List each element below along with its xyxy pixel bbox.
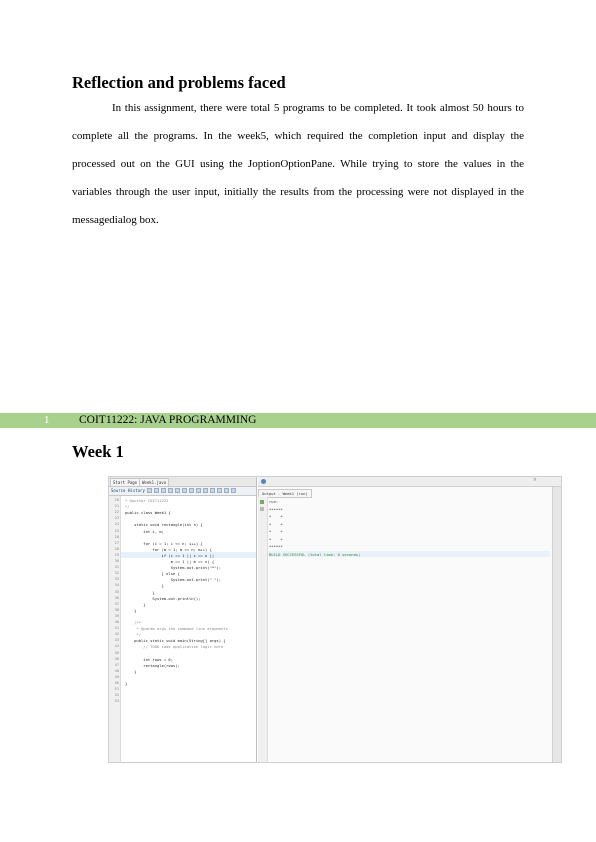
line-number: 46 <box>114 656 119 661</box>
output-line: run: <box>269 499 279 504</box>
output-line: BUILD SUCCESSFUL (total time: 0 seconds) <box>269 551 361 557</box>
line-number: 38 <box>114 607 119 612</box>
line-number: 45 <box>114 650 119 655</box>
line-number: 39 <box>114 613 119 618</box>
code-line: public static void main(String[] args) { <box>125 638 226 644</box>
line-number: 27 <box>114 540 119 545</box>
code-line: System.out.println(); <box>125 595 201 601</box>
line-number: 24 <box>114 522 119 527</box>
output-line: * * <box>269 529 283 534</box>
code-line: static void rectangle(int n) { <box>125 522 203 528</box>
line-number: 42 <box>114 632 119 637</box>
rerun-icon[interactable] <box>260 500 264 504</box>
line-number: 28 <box>114 546 119 551</box>
line-number: 33 <box>114 577 119 582</box>
line-number: 50 <box>114 681 119 685</box>
code-line: for (m = 1; m <= n; m++) { <box>125 546 212 552</box>
code-line: System.out.print("*"); <box>125 565 222 571</box>
output-line: * * <box>269 521 283 527</box>
code-line: * @author COIT11222 <box>125 498 169 503</box>
line-number: 53 <box>114 699 119 704</box>
code-line: } <box>125 589 155 595</box>
line-number: 40 <box>114 620 119 624</box>
line-number: 21 <box>114 504 119 509</box>
forward-icon[interactable] <box>154 488 159 493</box>
code-line: for (i = 1; i <= n; i++) { <box>125 540 203 546</box>
output-line: * * <box>269 514 283 519</box>
bookmark-icon[interactable] <box>189 488 194 493</box>
line-number: 44 <box>114 644 119 649</box>
code-line: if (i == 1 || i == n || <box>125 552 215 558</box>
search-icon[interactable] <box>161 488 166 493</box>
code-line: rectangle(rows); <box>125 662 180 668</box>
app-logo-icon <box>261 479 266 484</box>
code-line: m == 1 || m == n) { <box>125 559 215 564</box>
code-line: int i, m; <box>125 528 164 534</box>
macro-record-icon[interactable] <box>210 488 215 493</box>
code-line: } <box>125 601 146 607</box>
shift-right-icon[interactable] <box>203 488 208 493</box>
toggle-highlight-icon[interactable] <box>182 488 187 493</box>
close-icon[interactable]: × <box>532 477 537 483</box>
tab-week1-java[interactable]: Week1.java <box>139 478 169 486</box>
line-number: 30 <box>114 559 119 563</box>
ide-screenshot <box>108 476 562 763</box>
code-line: */ <box>125 504 130 510</box>
reflection-paragraph: In this assignment, there were total 5 programs to be completed. It took almost 50 hours to complete all the programs. In the week5, which required the completion input and display the processed out on the GUI using the JoptionOptionPane. While trying to store the values in the variables through the user input, initially the results from the processing were not displayed in the messagedialog box. <box>72 102 524 226</box>
line-number: 32 <box>114 571 119 576</box>
line-number: 22 <box>114 510 119 515</box>
macro-stop-icon[interactable] <box>217 488 222 493</box>
output-line: * * <box>269 536 283 542</box>
vertical-scrollbar[interactable] <box>552 487 561 762</box>
section-heading-reflection: Reflection and problems faced <box>72 73 286 92</box>
line-number: 37 <box>114 601 119 606</box>
find-next-icon[interactable] <box>175 488 180 493</box>
code-line: } <box>125 668 137 674</box>
line-number: 20 <box>114 498 119 502</box>
line-number: 48 <box>114 668 119 673</box>
code-line: */ <box>125 632 142 638</box>
line-number: 52 <box>114 693 119 698</box>
code-line: System.out.print(" "); <box>125 577 222 583</box>
output-line: ****** <box>269 544 283 549</box>
page-number: 1 <box>44 414 50 426</box>
line-number: 47 <box>114 662 119 667</box>
line-number: 36 <box>114 595 119 600</box>
code-line: } else { <box>125 571 180 577</box>
page-header-bar <box>0 413 596 428</box>
source-button[interactable]: Source <box>111 488 126 493</box>
code-line: int rows = 6; <box>125 656 174 662</box>
line-number: 25 <box>114 528 119 533</box>
code-line: * @param args the command line arguments <box>125 626 228 632</box>
code-line: } <box>125 607 137 613</box>
line-number: 43 <box>114 638 119 643</box>
uncomment-icon[interactable] <box>231 488 236 493</box>
code-line: // TODO code application logic here <box>125 644 224 650</box>
tab-output-week1[interactable]: Output - Week1 (run) <box>258 489 312 498</box>
editor-toolbar <box>109 487 256 496</box>
code-line: } <box>125 583 164 589</box>
comment-icon[interactable] <box>224 488 229 493</box>
back-icon[interactable] <box>147 488 152 493</box>
line-number: 31 <box>114 565 119 570</box>
output-line: ****** <box>269 506 283 512</box>
code-line: } <box>125 681 128 686</box>
shift-left-icon[interactable] <box>196 488 201 493</box>
output-sidebar <box>258 497 268 762</box>
course-title: COIT11222: JAVA PROGRAMMING <box>79 414 257 426</box>
line-number: 29 <box>114 552 119 557</box>
code-line: /** <box>125 620 142 625</box>
editor-tab-bar <box>109 477 256 487</box>
section-heading-week1: Week 1 <box>72 442 124 461</box>
code-line: public class Week1 { <box>125 510 171 516</box>
tab-start-page[interactable]: Start Page <box>110 478 140 486</box>
output-window <box>258 477 561 762</box>
line-number: 41 <box>114 626 119 631</box>
line-number: 26 <box>114 534 119 539</box>
code-editor-pane <box>109 477 257 762</box>
stop-icon[interactable] <box>260 507 264 511</box>
line-number: 34 <box>114 583 119 588</box>
line-number: 49 <box>114 674 119 679</box>
history-button[interactable]: History <box>128 488 145 493</box>
find-prev-icon[interactable] <box>168 488 173 493</box>
line-number: 35 <box>114 589 119 594</box>
line-number: 23 <box>114 516 119 521</box>
output-window-titlebar <box>258 477 561 487</box>
line-number: 51 <box>114 687 119 692</box>
